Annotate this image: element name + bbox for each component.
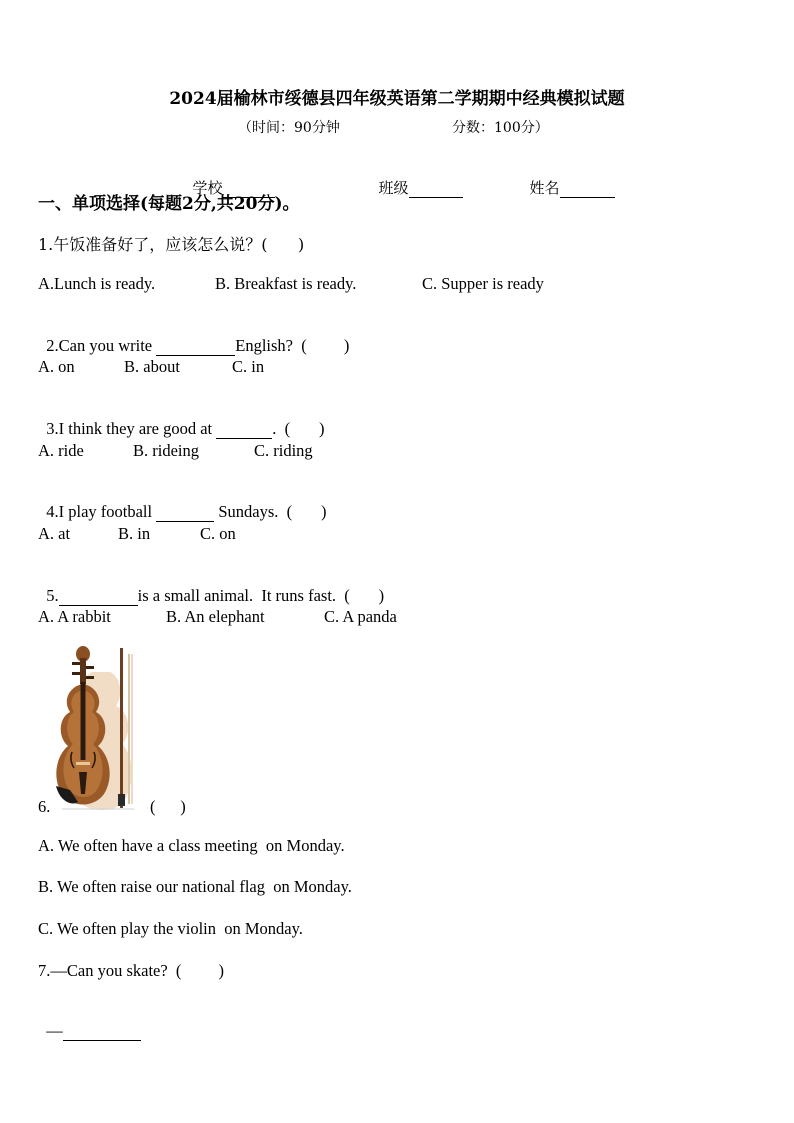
school-label: 学校 [192,179,223,197]
violin-image [52,644,144,814]
question-7-answer [38,1001,141,1041]
question-5-stem-post: is a small animal. It runs fast. ( ) [137,586,385,605]
section-title: 一、单项选择(每题2分,共20分)。 [38,194,300,214]
question-3-stem-post: . ( ) [272,419,325,438]
question-5-blank [59,589,138,606]
question-4-blank [156,505,214,522]
question-6-paren: ( ) [150,797,186,816]
question-2-option-a: A. on [38,357,75,376]
name-field [520,159,615,198]
question-2-stem-pre: 2.Can you write [46,336,157,355]
question-2-option-c: C. in [232,357,265,376]
exam-score: 分数：100分） [452,120,549,136]
question-5-option-b: B. An elephant [166,607,265,626]
class-label: 班级 [378,179,409,197]
document-title: 2024届榆林市绥德县四年级英语第二学期期中经典模拟试题 [169,89,625,109]
question-5-stem [38,566,384,606]
question-6-option-c: C. We often play the violin on Monday. [38,919,303,938]
question-4-option-a: A. at [38,524,71,543]
question-3-blank [216,422,272,439]
question-3-option-c: C. riding [254,441,313,460]
class-field [369,159,463,198]
question-2-stem-post: English? ( ) [235,336,350,355]
question-4-option-b: B. in [118,524,151,543]
question-3-stem-pre: 3.I think they are good at [46,419,217,438]
question-4-stem [38,482,327,522]
name-label: 姓名 [529,179,560,197]
question-4-stem-post: Sundays. ( ) [214,502,327,521]
question-7-answer-blank [63,1024,141,1041]
question-3-option-a: A. ride [38,441,84,460]
exam-time: （时间：90分钟 [238,120,340,136]
question-5-option-c: C. A panda [324,607,397,626]
question-1-option-b: B. Breakfast is ready. [215,274,357,293]
question-4-option-c: C. on [200,524,236,543]
question-2-option-b: B. about [124,357,180,376]
question-1-option-a: A.Lunch is ready. [38,274,156,293]
question-1-option-c: C. Supper is ready [422,274,544,293]
question-5-option-a: A. A rabbit [38,607,111,626]
question-7-answer-prefix: — [46,1021,63,1040]
question-5-stem-pre: 5. [46,586,59,605]
question-3-option-b: B. rideing [133,441,199,460]
class-blank [409,181,463,198]
question-3-stem [38,399,325,439]
question-2-stem [38,316,349,356]
question-6-option-a: A. We often have a class meeting on Monday. [38,836,345,855]
question-2-blank [156,339,235,356]
question-1-stem: 1.午饭准备好了，应该怎么说？( ) [38,235,305,254]
question-6-option-b: B. We often raise our national flag on Monday. [38,877,352,896]
question-7-stem: 7.—Can you skate? ( ) [38,961,225,980]
name-blank [560,181,615,198]
question-4-stem-pre: 4.I play football [46,502,157,521]
question-6-number: 6. [38,797,51,816]
